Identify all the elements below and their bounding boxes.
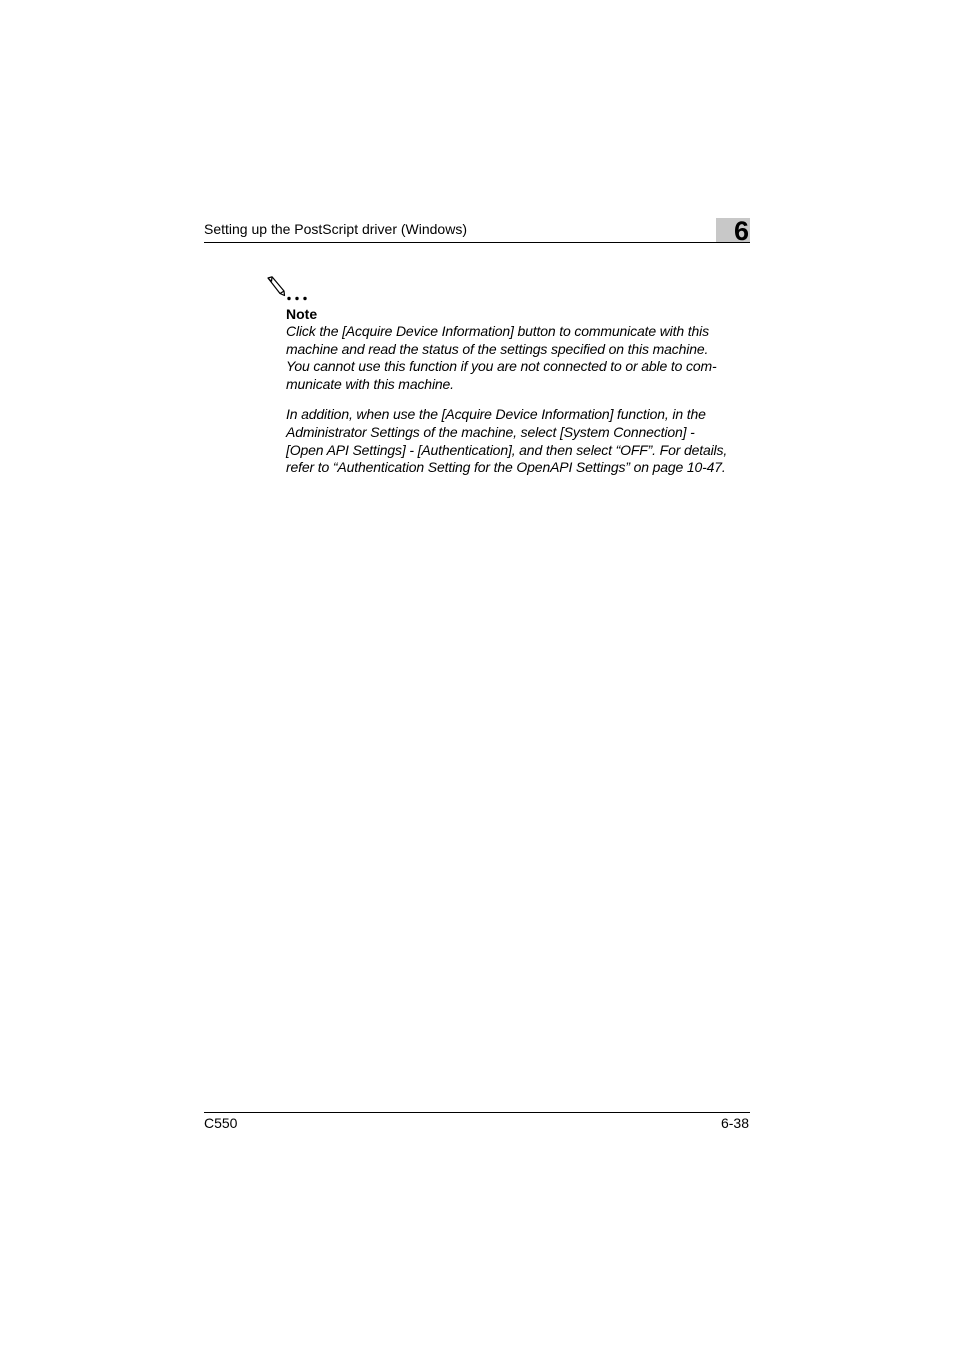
- note-line: municate with this machine.: [286, 376, 454, 393]
- note-line: [Open API Settings] - [Authentication], and then select “OFF”. For details,: [286, 441, 728, 458]
- note-body: [286, 323, 756, 490]
- chapter-number: 6: [733, 216, 749, 246]
- note-paragraph-2: [286, 406, 756, 477]
- note-line: In addition, when use the [Acquire Device Information] function, in the: [286, 406, 706, 423]
- note-line: machine and read the status of the settings specified on this machine.: [286, 340, 709, 357]
- note-line: refer to “Authentication Setting for the OpenAPI Settings” on page 10-47.: [286, 459, 726, 476]
- note-label: Note: [286, 306, 318, 322]
- pencil-icon: [265, 276, 315, 302]
- footer-page-number: 6-38: [720, 1115, 749, 1131]
- note-icon-group: [265, 276, 315, 302]
- note-line: Click the [Acquire Device Information] button to communicate with this: [286, 323, 709, 339]
- footer-divider: [204, 1112, 750, 1113]
- chapter-badge: [716, 216, 750, 246]
- note-paragraph-1: [286, 323, 756, 394]
- note-line: You cannot use this function if you are not connected to or able to com-: [286, 358, 717, 375]
- footer-model: C550: [204, 1115, 238, 1131]
- header-divider: [204, 242, 750, 243]
- header-title: Setting up the PostScript driver (Windows): [204, 221, 467, 237]
- note-line: Administrator Settings of the machine, select [System Connection] -: [286, 424, 695, 441]
